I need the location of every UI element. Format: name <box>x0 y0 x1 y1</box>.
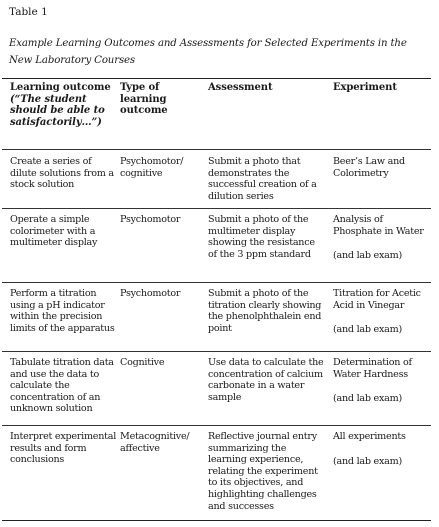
table-label: Table 1 <box>9 6 48 18</box>
row-5-assessment: Reflective journal entry summarizing the learning experience, relating the experiment to its objectives, and highlighting challenges and successes <box>208 431 318 512</box>
row-3-assessment: Submit a photo of the titration clearly showing the phenolphthalein end point <box>208 288 322 334</box>
row-5-experiment-name: All experiments <box>333 431 406 442</box>
row-5-type: Metacognitive/ affective <box>120 431 190 454</box>
row-1-outcome: Create a series of dilute solutions from a stock solution <box>10 156 114 191</box>
row-4-outcome: Tabulate titration data and use the data to calculate the concentration of an unknown solution <box>10 357 114 415</box>
row-4-bottom-rule <box>2 425 431 426</box>
row-2-assessment: Submit a photo of the multimeter display showing the resistance of the 3 ppm standard <box>208 214 315 260</box>
row-5-experiment-note: (and lab exam) <box>333 455 402 467</box>
row-1-experiment: Beer’s Law and Colorimetry <box>333 156 405 179</box>
row-5-outcome: Interpret experimental results and form conclusions <box>10 431 117 466</box>
header-experiment: Experiment <box>333 82 397 93</box>
row-1-assessment: Submit a photo that demonstrates the successful creation of a dilution series <box>208 156 317 202</box>
table-bottom-rule <box>2 520 431 521</box>
row-2-experiment-name: Analysis of Phosphate in Water <box>333 214 424 237</box>
row-3-type: Psychomotor <box>120 288 181 299</box>
header-learning-outcome-sub: (“The student should be able to satisfactorily…”) <box>10 93 105 128</box>
row-4-experiment-name: Determination of Water Hardness <box>333 357 412 380</box>
row-3-outcome: Perform a titration using a pH indicator within the precision limits of the apparatus <box>10 288 115 334</box>
row-1-bottom-rule <box>2 208 431 209</box>
row-2-type: Psychomotor <box>120 214 181 225</box>
header-learning-outcome <box>10 82 118 128</box>
table-top-rule <box>2 78 431 79</box>
row-2-outcome: Operate a simple colorimeter with a multimeter display <box>10 214 98 249</box>
header-learning-outcome-label: Learning outcome <box>10 82 111 93</box>
row-4-type: Cognitive <box>120 357 165 368</box>
header-bottom-rule <box>2 149 431 150</box>
row-4-experiment-note: (and lab exam) <box>333 393 402 405</box>
row-4-experiment <box>333 357 431 405</box>
row-1-type: Psychomotor/ cognitive <box>120 156 184 179</box>
row-2-experiment-note: (and lab exam) <box>333 250 402 262</box>
row-2-bottom-rule <box>2 282 431 283</box>
header-assessment: Assessment <box>208 82 273 93</box>
row-5-experiment <box>333 431 431 467</box>
header-type: Type of learning outcome <box>120 82 168 117</box>
row-3-experiment <box>333 288 431 336</box>
row-2-experiment <box>333 214 431 262</box>
row-3-experiment-note: (and lab exam) <box>333 324 402 336</box>
row-3-experiment-name: Titration for Acetic Acid in Vinegar <box>333 288 421 311</box>
row-4-assessment: Use data to calculate the concentration of calcium carbonate in a water sample <box>208 357 324 403</box>
table-caption: Example Learning Outcomes and Assessments for Selected Experiments in the New Laboratory Courses <box>9 38 407 66</box>
row-3-bottom-rule <box>2 351 431 352</box>
